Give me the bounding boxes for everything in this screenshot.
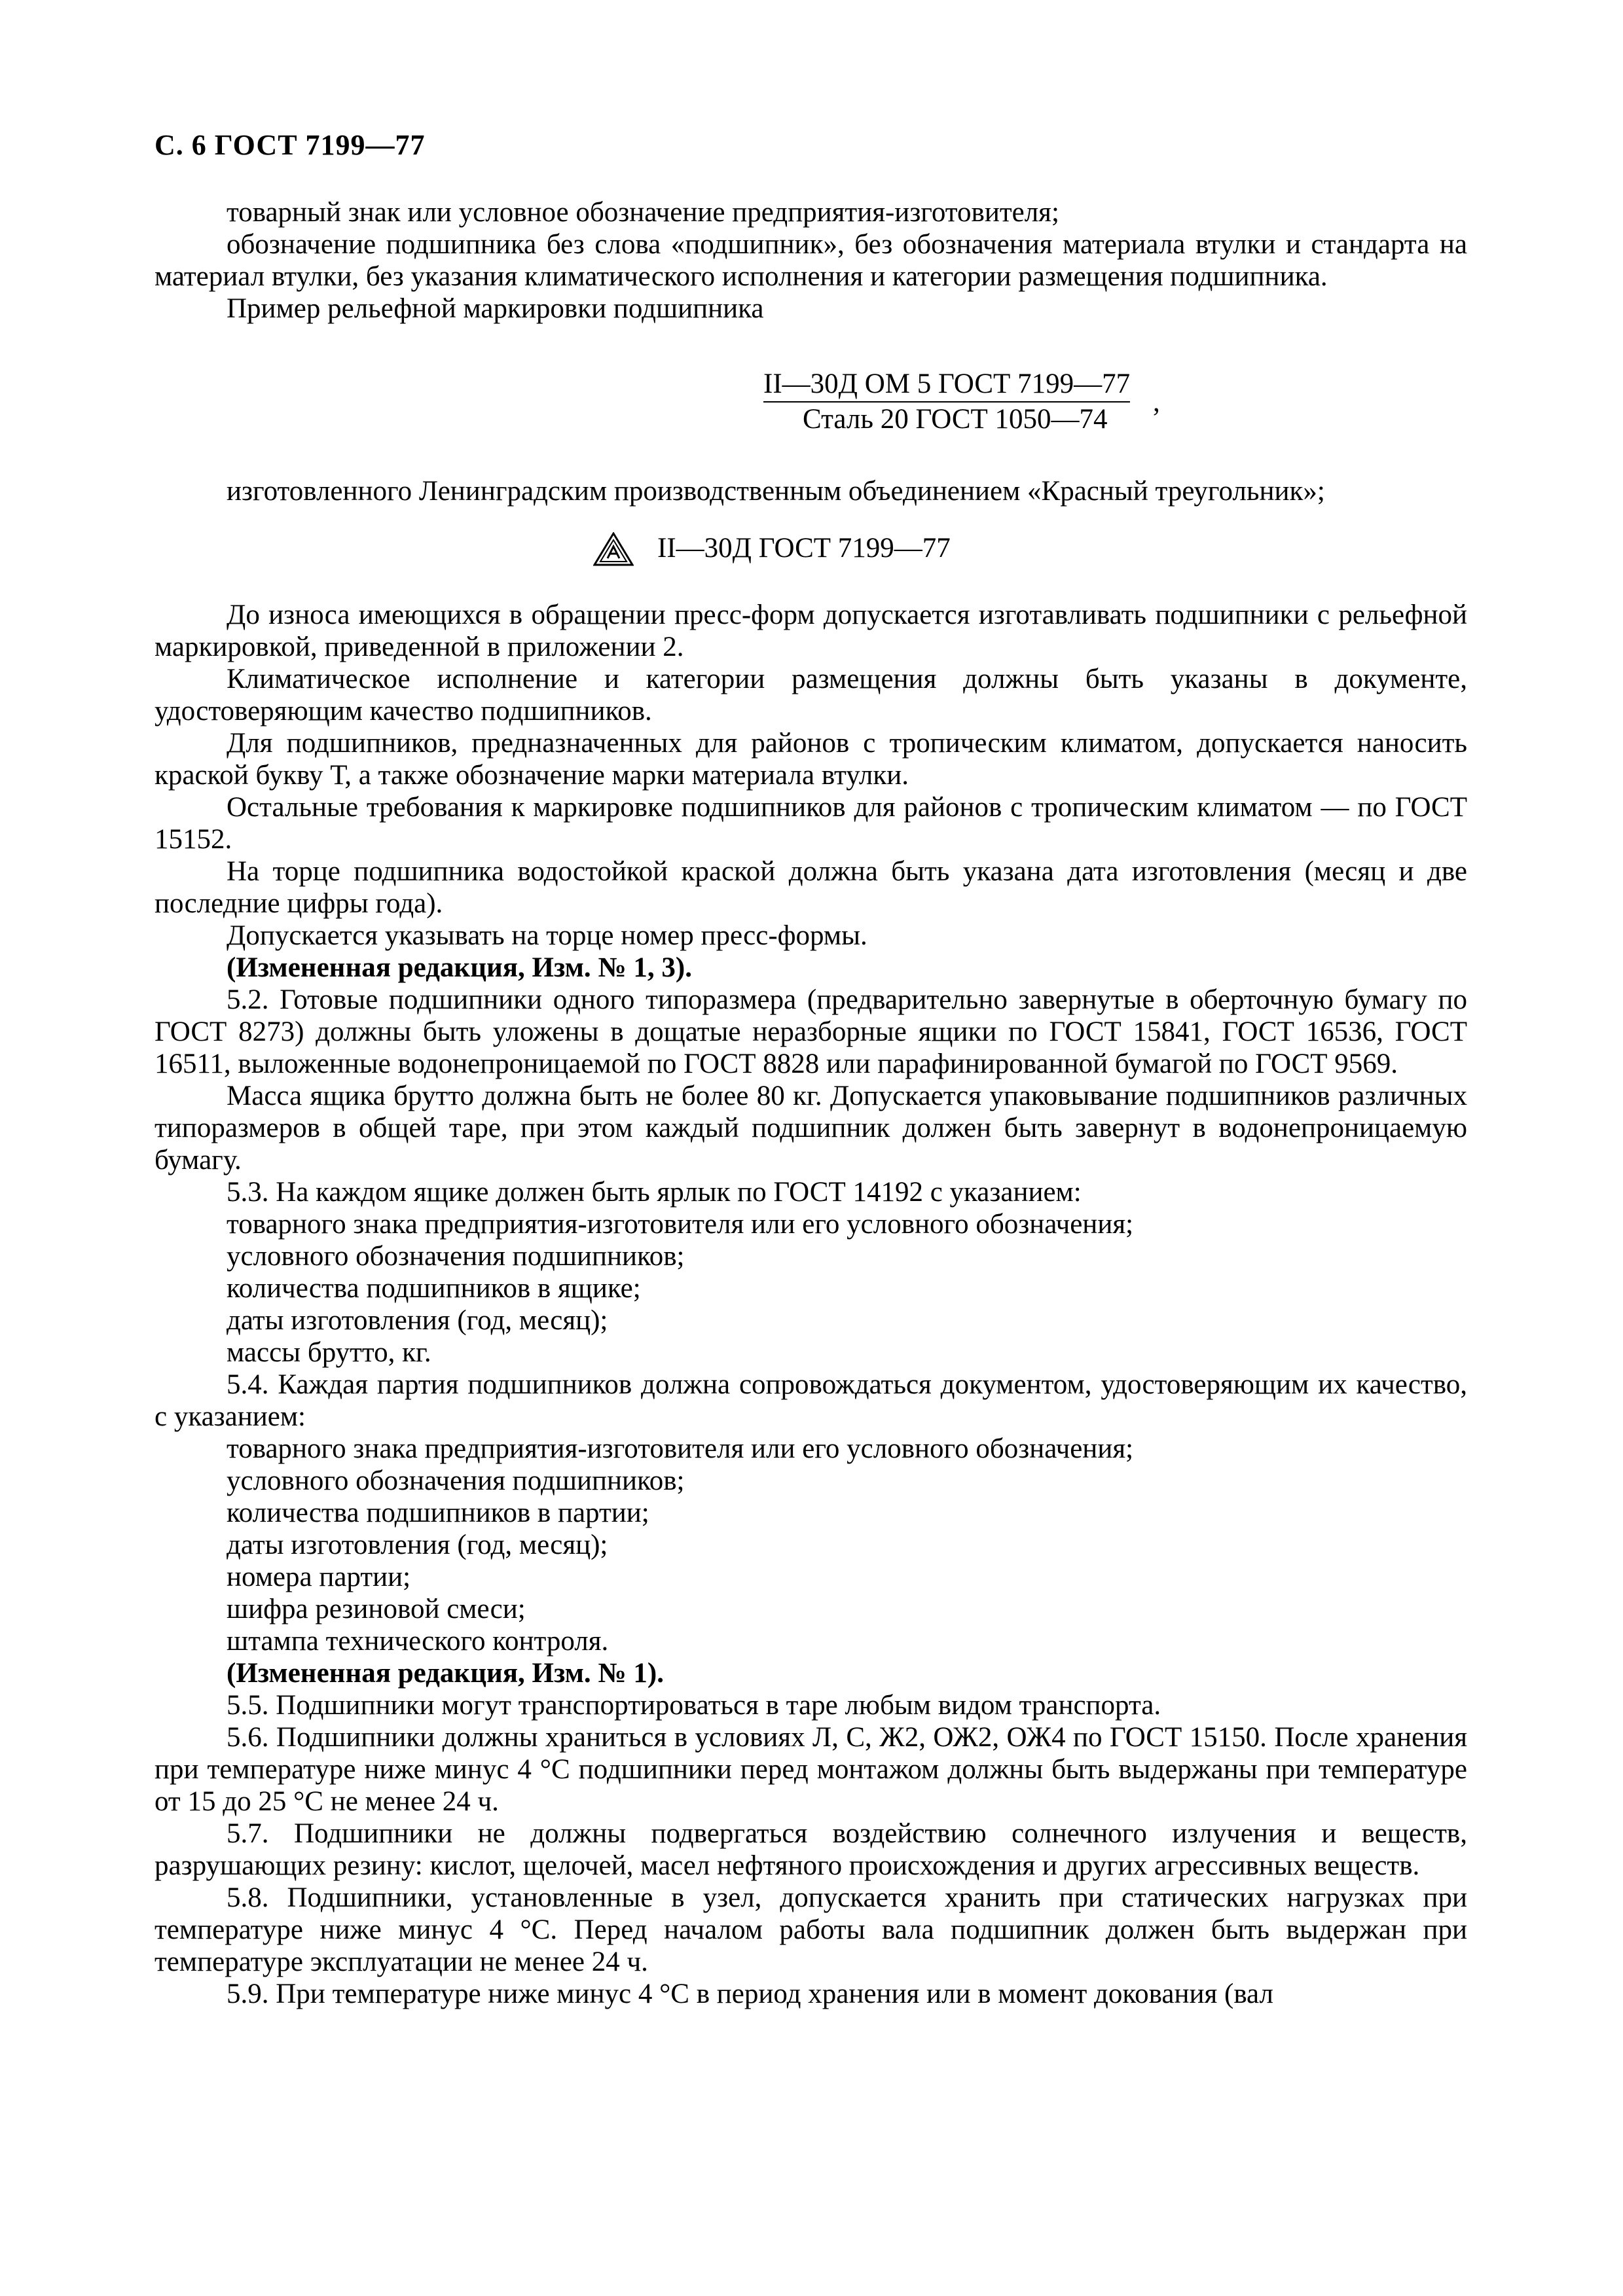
paragraph: 5.8. Подшипники, установленные в узел, допускается хранить при статических нагрузках при температуре ниже минус 4 °С. Перед началом работы вала подшипник должен быть выдержан при температуре эксплуатации не менее 24 ч. — [155, 1882, 1467, 1977]
list-item: товарного знака предприятия-изготовителя или его условного обозначения; — [227, 1433, 1134, 1464]
paragraph: изготовленного Ленинградским производственным объединением «Красный треугольник»; — [227, 476, 1325, 507]
paragraph: На торце подшипника водостойкой краской должна быть указана дата изготовления (месяц и две последние цифры года). — [155, 856, 1467, 919]
logo-marking-line — [155, 529, 1467, 569]
list-item: условного обозначения подшипников; — [227, 1465, 685, 1496]
paragraph: 5.4. Каждая партия подшипников должна сопровождаться документом, удостоверяющим их качество, с указанием: — [155, 1369, 1467, 1432]
paragraph: 5.5. Подшипники могут транспортироваться в таре любым видом транспорта. — [227, 1690, 1161, 1721]
document-body — [155, 196, 1467, 2010]
paragraph: Остальные требования к маркировке подшипников для районов с тропическим климатом — по ГОСТ 15152. — [155, 792, 1467, 855]
paragraph: Допускается указывать на торце номер пресс-формы. — [227, 920, 867, 951]
paragraph: Масса ящика брутто должна быть не более 80 кг. Допускается упаковывание подшипников различных типоразмеров в общей таре, при этом каждый подшипник должен быть завернут в водонепроницаемую бумагу. — [155, 1081, 1467, 1175]
paragraph: До износа имеющихся в обращении пресс-форм допускается изготавливать подшипники с рельефной маркировкой, приведенной в приложении 2. — [155, 600, 1467, 662]
amendment-note: (Измененная редакция, Изм. № 1). — [227, 1658, 664, 1689]
marking-numerator: II—30Д ОМ 5 ГОСТ 7199—77 — [763, 368, 1130, 403]
page-header: С. 6 ГОСТ 7199—77 — [155, 129, 426, 161]
amendment-note: (Измененная редакция, Изм. № 1, 3). — [227, 952, 692, 983]
paragraph: 5.9. При температуре ниже минус 4 °С в период хранения или в момент докования (вал — [227, 1979, 1273, 2009]
paragraph: 5.2. Готовые подшипники одного типоразмера (предварительно завернутые в оберточную бумагу по ГОСТ 8273) должны быть уложены в дощатые неразборные ящики по ГОСТ 15841, ГОСТ 16536, ГОСТ 16511, выложенные водонепроницаемой по ГОСТ 8828 или парафинированной бумагой по ГОСТ 9569. — [155, 984, 1467, 1079]
list-item: количества подшипников в партии; — [227, 1498, 649, 1528]
list-item: массы брутто, кг. — [227, 1337, 431, 1368]
red-triangle-factory-logo-icon — [593, 532, 634, 566]
marking-example-fraction — [155, 368, 1467, 440]
paragraph: 5.3. На каждом ящике должен быть ярлык по ГОСТ 14192 с указанием: — [227, 1177, 1082, 1208]
paragraph: Для подшипников, предназначенных для районов с тропическим климатом, допускается наносить краской букву Т, а также обозначение марки материала втулки. — [155, 728, 1467, 791]
logo-marking-text: II—30Д ГОСТ 7199—77 — [657, 533, 951, 564]
paragraph: товарный знак или условное обозначение предприятия-изготовителя; — [227, 197, 1059, 228]
marking-comma: , — [1153, 387, 1160, 418]
paragraph: Пример рельефной маркировки подшипника — [227, 293, 764, 324]
paragraph: 5.6. Подшипники должны храниться в условиях Л, С, Ж2, ОЖ2, ОЖ4 по ГОСТ 15150. После хранения при температуре ниже минус 4 °С подшипники перед монтажом должны быть выдержаны при температуре от 15 до 25 °С не менее 24 ч. — [155, 1722, 1467, 1817]
list-item: номера партии; — [227, 1562, 411, 1592]
paragraph: Климатическое исполнение и категории размещения должны быть указаны в документе, удостоверяющим качество подшипников. — [155, 664, 1467, 726]
list-item: условного обозначения подшипников; — [227, 1241, 685, 1272]
list-item: количества подшипников в ящике; — [227, 1273, 641, 1304]
list-item: шифра резиновой смеси; — [227, 1594, 526, 1624]
paragraph: обозначение подшипника без слова «подшипник», без обозначения материала втулки и стандарта на материал втулки, без указания климатического исполнения и категории размещения подшипника. — [155, 229, 1467, 292]
list-item: даты изготовления (год, месяц); — [227, 1305, 608, 1336]
list-item: даты изготовления (год, месяц); — [227, 1530, 608, 1560]
paragraph: 5.7. Подшипники не должны подвергаться воздействию солнечного излучения и веществ, разрушающих резину: кислот, щелочей, масел нефтяного происхождения и других агрессивных веществ. — [155, 1818, 1467, 1881]
marking-denominator: Сталь 20 ГОСТ 1050—74 — [803, 404, 1108, 435]
list-item: штампа технического контроля. — [227, 1626, 609, 1657]
list-item: товарного знака предприятия-изготовителя или его условного обозначения; — [227, 1209, 1134, 1240]
